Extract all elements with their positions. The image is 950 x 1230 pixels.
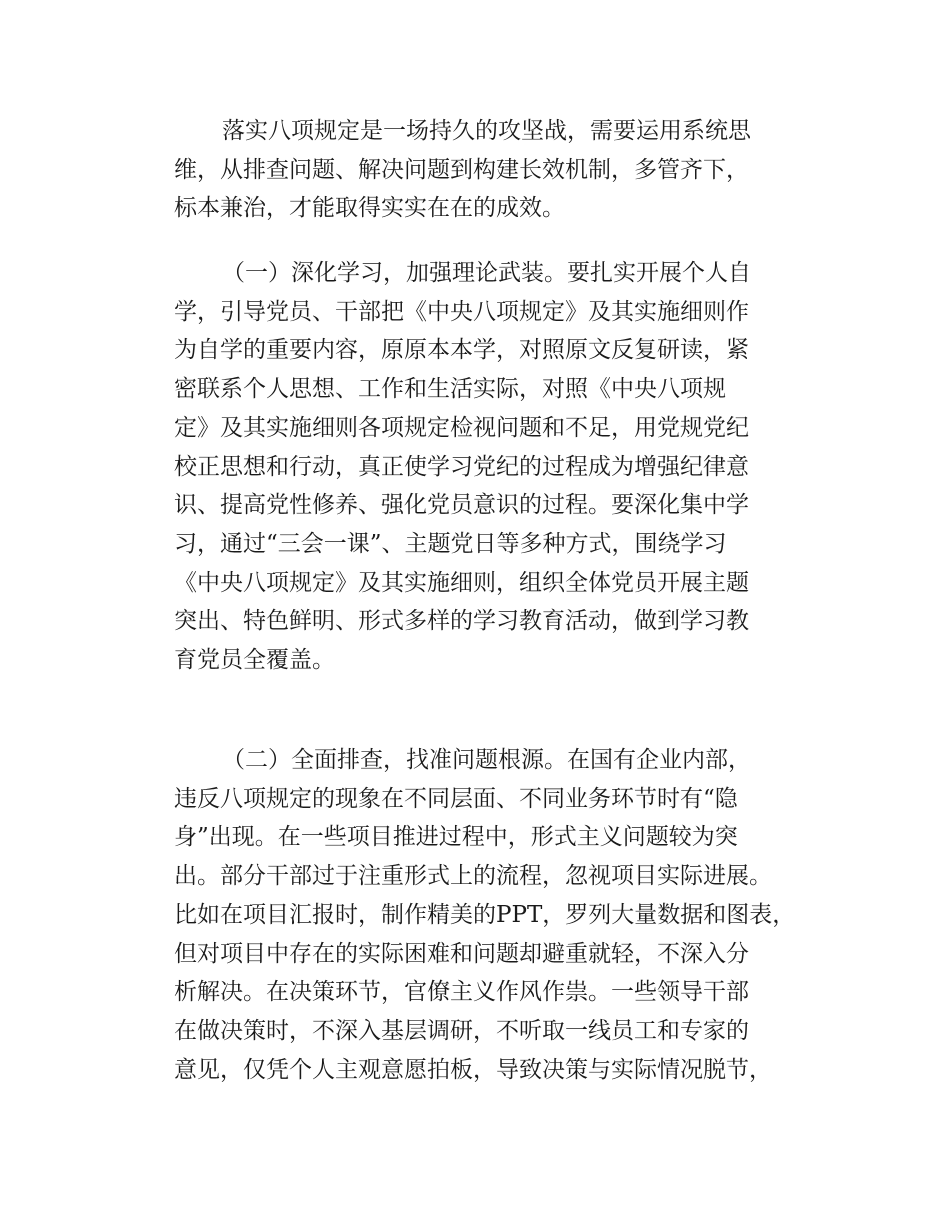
text-line: 《中央八项规定》及其实施细则，组织全体党员开展主题 [174,569,749,596]
text-line: 育党员全覆盖。 [174,647,335,674]
text-line: 识、提高党性修养、强化党员意识的过程。要深化集中学 [174,492,749,519]
text-line: （一）深化学习，加强理论武装。要扎实开展个人自 [222,260,751,286]
text-line: 比如在项目汇报时，制作精美的PPT，罗列大量数据和图表， [174,901,796,928]
text-line: 身”出现。在一些项目推进过程中，形式主义问题较为突 [174,824,738,851]
text-line: 意见，仅凭个人主观意愿拍板，导致决策与实际情况脱节， [174,1056,772,1083]
text-line: 在做决策时，不深入基层调研，不听取一线员工和专家的 [174,1017,749,1044]
paragraph-intro [174,112,814,228]
text-line: 违反八项规定的现象在不同层面、不同业务环节时有“隐 [174,785,738,812]
text-line: 密联系个人思想、工作和生活实际，对照《中央八项规 [174,376,726,403]
text-line: 标本兼治，才能取得实实在在的成效。 [174,195,565,222]
text-line: 落实八项规定是一场持久的攻坚战，需要运用系统思 [222,118,751,144]
paragraph-section-1 [174,254,814,680]
text-line: （二）全面排查，找准问题根源。在国有企业内部， [222,747,751,773]
text-line: 但对项目中存在的实际困难和问题却避重就轻，不深入分 [174,940,749,967]
text-line: 突出、特色鲜明、形式多样的学习教育活动，做到学习教 [174,608,749,635]
text-line: 析解决。在决策环节，官僚主义作风作祟。一些领导干部 [174,979,749,1006]
text-line: 维，从排查问题、解决问题到构建长效机制，多管齐下， [174,156,749,183]
paragraph-section-2 [174,741,814,1089]
text-line: 校正思想和行动，真正使学习党纪的过程成为增强纪律意 [174,453,749,480]
text-line: 习，通过“三会一课”、主题党日等多种方式，围绕学习 [174,530,727,557]
text-line: 为自学的重要内容，原原本本学，对照原文反复研读，紧 [174,337,749,364]
text-line: 出。部分干部过于注重形式上的流程，忽视项目实际进展。 [174,863,772,890]
text-line: 学，引导党员、干部把《中央八项规定》及其实施细则作 [174,298,749,325]
text-line: 定》及其实施细则各项规定检视问题和不足，用党规党纪 [174,414,749,441]
